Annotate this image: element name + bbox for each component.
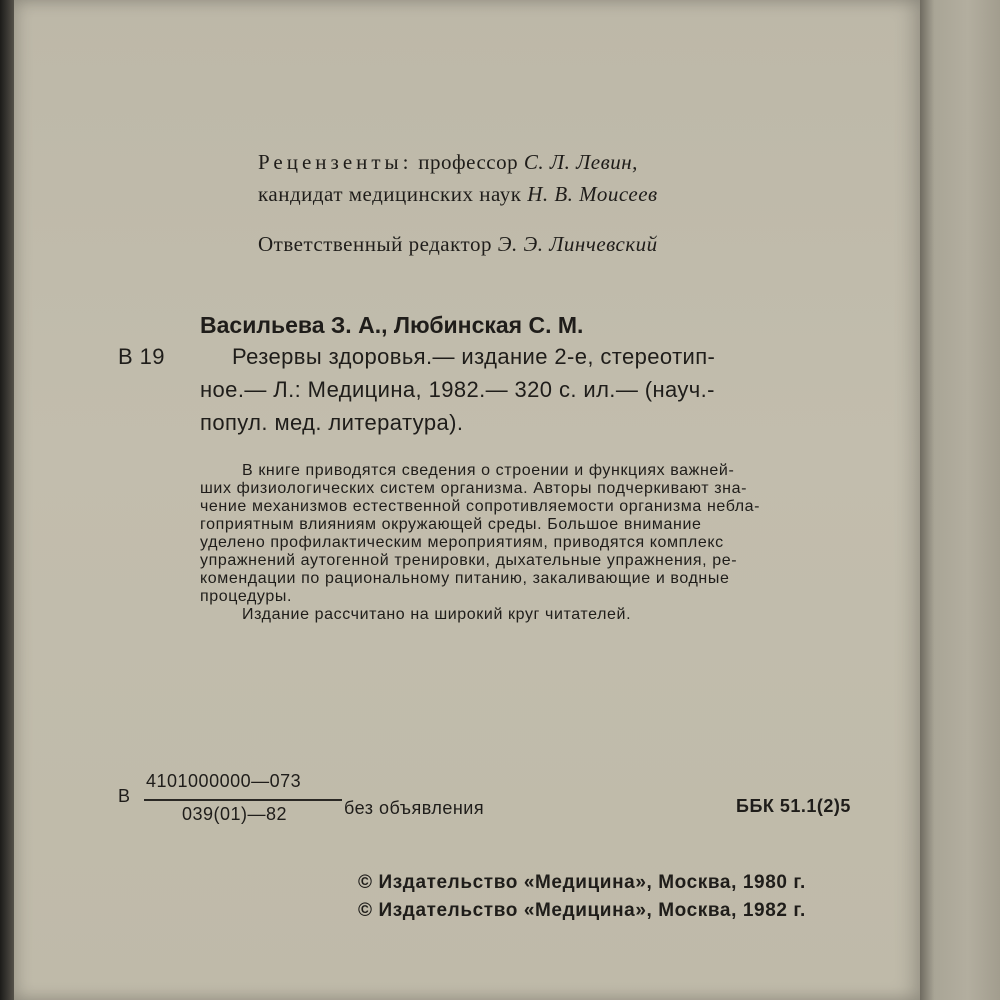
editor-name: Э. Э. Линчевский bbox=[497, 232, 658, 256]
abstract-line: В книге приводятся сведения о строении и функциях важней- bbox=[242, 462, 735, 479]
editor-label: Ответственный редактор bbox=[258, 232, 492, 256]
bbk-code: ББК 51.1(2)5 bbox=[736, 796, 851, 816]
reviewer-1-title: профессор bbox=[418, 150, 519, 174]
abstract-line: чение механизмов естественной сопротивляемости организма небла- bbox=[200, 498, 761, 515]
reviewers-line-1 bbox=[258, 150, 638, 175]
catalog-line-3: попул. мед. литература). bbox=[200, 410, 464, 435]
copyright-line-1: © Издательство «Медицина», Москва, 1980 г. bbox=[358, 872, 806, 893]
abstract-line: уделено профилактическим мероприятиям, приводятся комплекс bbox=[200, 534, 724, 551]
code-letter: В bbox=[118, 786, 131, 806]
code-denominator: 039(01)—82 bbox=[182, 804, 288, 824]
reviewer-2-name: Н. В. Моисеев bbox=[527, 182, 658, 206]
abstract bbox=[200, 462, 890, 624]
book-spine-shadow bbox=[0, 0, 14, 1000]
abstract-line: ших физиологических систем организма. Авторы подчеркивают зна- bbox=[200, 480, 748, 497]
price-note: без объявления bbox=[344, 798, 485, 818]
page-edge bbox=[920, 0, 1000, 1000]
show-through-text bbox=[320, 96, 780, 136]
abstract-audience: Издание рассчитано на широкий круг читателей. bbox=[242, 606, 632, 623]
abstract-line: комендации по рациональному питанию, закаливающие и водные bbox=[200, 570, 730, 587]
fraction-line bbox=[144, 799, 342, 801]
catalog-line-2: ное.— Л.: Медицина, 1982.— 320 с. ил.— (науч.- bbox=[200, 377, 715, 402]
catalog-index: В 19 bbox=[118, 344, 165, 369]
copyright-line-2: © Издательство «Медицина», Москва, 1982 г. bbox=[358, 900, 806, 921]
catalog-line-1: Резервы здоровья.— издание 2-е, стереотип- bbox=[232, 344, 716, 369]
abstract-line: гоприятным влияниям окружающей среды. Большое внимание bbox=[200, 516, 702, 533]
reviewers-line-2 bbox=[258, 182, 658, 207]
reviewer-1-name: С. Л. Левин, bbox=[523, 150, 638, 174]
reviewers-label: Рецензенты: bbox=[258, 150, 413, 174]
reviewer-2-title: кандидат медицинских наук bbox=[258, 182, 522, 206]
code-numerator: 4101000000—073 bbox=[146, 771, 302, 791]
editor-line bbox=[258, 232, 658, 257]
authors: Васильева З. А., Любинская С. М. bbox=[200, 312, 584, 338]
abstract-line: упражнений аутогенной тренировки, дыхательные упражнения, ре- bbox=[200, 552, 738, 569]
abstract-line: процедуры. bbox=[200, 588, 292, 605]
